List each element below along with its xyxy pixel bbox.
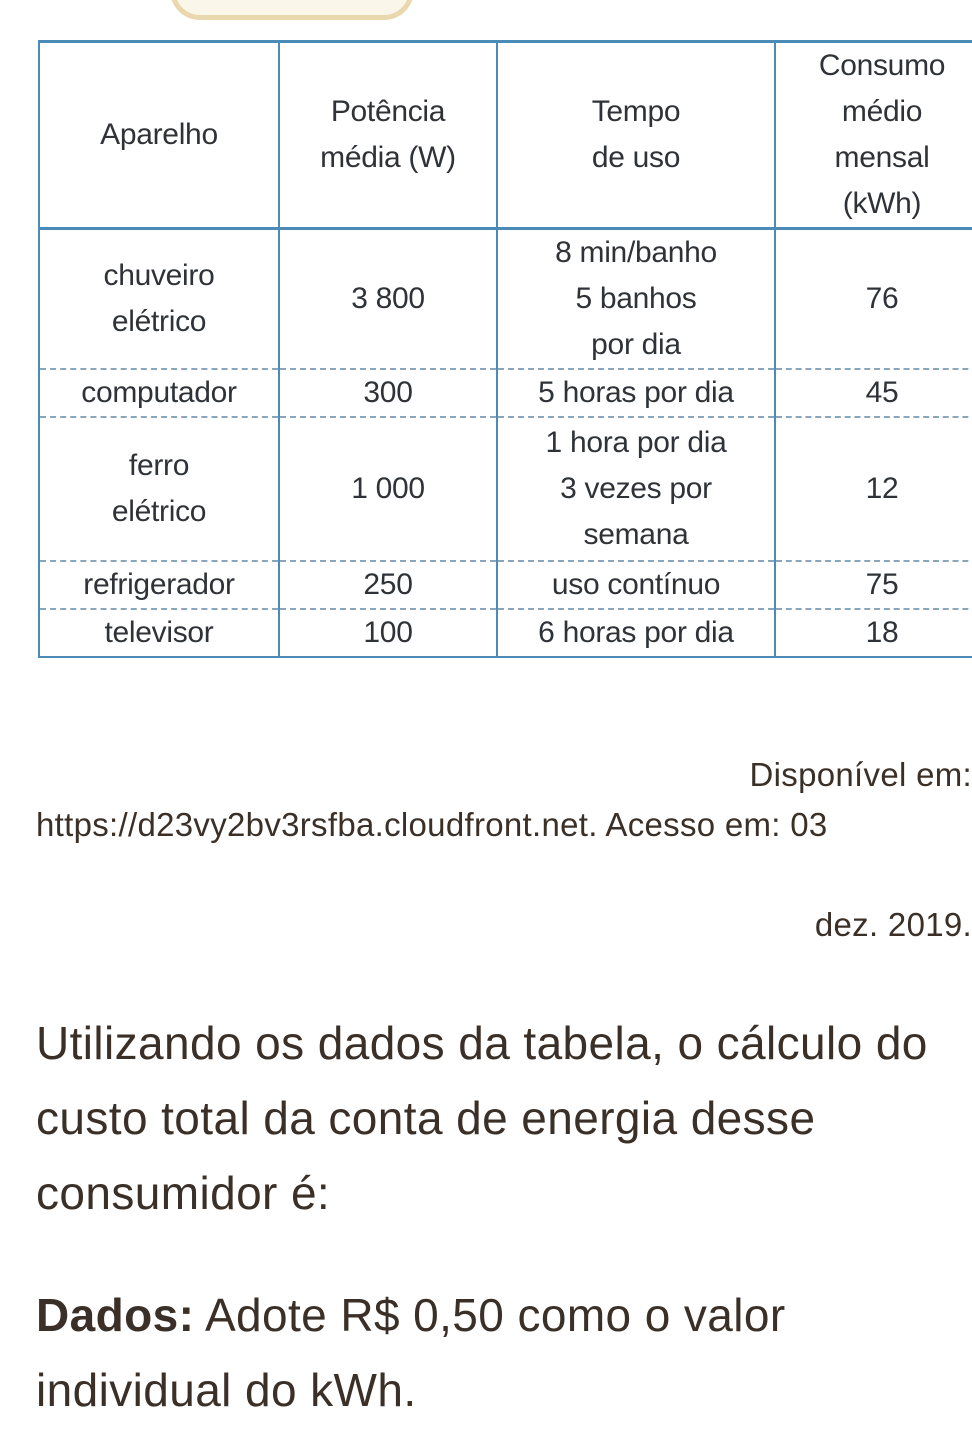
table-row — [39, 229, 972, 370]
source-caption-date: dez. 2019. — [814, 906, 972, 943]
cell-aparelho: refrigerador — [39, 561, 279, 609]
question-text: Utilizando os dados da tabela, o cálculo do custo total da conta de energia desse consumidor é: — [36, 1017, 928, 1219]
header-tempo: Tempo de uso — [497, 42, 775, 229]
cell-tempo: uso contínuo — [497, 561, 775, 609]
cell-consumo: 12 — [775, 417, 972, 561]
cell-tempo: 6 horas por dia — [497, 609, 775, 658]
cell-potencia: 300 — [279, 369, 497, 417]
energy-table — [38, 40, 972, 658]
header-aparelho: Aparelho — [39, 42, 279, 229]
source-caption-url: https://d23vy2bv3rsfba.cloudfront.net. Acesso em: 03 — [36, 806, 828, 843]
dados-label: Dados: — [36, 1289, 195, 1341]
cell-aparelho: ferro elétrico — [39, 417, 279, 561]
cell-aparelho: computador — [39, 369, 279, 417]
source-caption-line: Disponível em: — [749, 756, 972, 793]
cell-potencia: 3 800 — [279, 229, 497, 370]
header-potencia: Potência média (W) — [279, 42, 497, 229]
cell-consumo: 75 — [775, 561, 972, 609]
cell-potencia: 1 000 — [279, 417, 497, 561]
header-consumo: Consumo médio mensal (kWh) — [775, 42, 972, 229]
cell-consumo: 45 — [775, 369, 972, 417]
top-pill-decoration — [170, 0, 414, 20]
table-header-row — [39, 42, 972, 229]
table-row — [39, 417, 972, 561]
cell-consumo: 18 — [775, 609, 972, 658]
cell-tempo: 1 hora por dia 3 vezes por semana — [497, 417, 775, 561]
table-row — [39, 561, 972, 609]
cell-potencia: 250 — [279, 561, 497, 609]
table-row — [39, 609, 972, 658]
dados-paragraph — [36, 1278, 972, 1428]
dados-text: Adote R$ 0,50 como o valor individual do kWh. — [36, 1289, 786, 1416]
table-row — [39, 369, 972, 417]
cell-aparelho: televisor — [39, 609, 279, 658]
cell-tempo: 5 horas por dia — [497, 369, 775, 417]
cell-potencia: 100 — [279, 609, 497, 658]
energy-table-image — [38, 40, 972, 658]
cell-aparelho: chuveiro elétrico — [39, 229, 279, 370]
cell-consumo: 76 — [775, 229, 972, 370]
cell-tempo: 8 min/banho 5 banhos por dia — [497, 229, 775, 370]
